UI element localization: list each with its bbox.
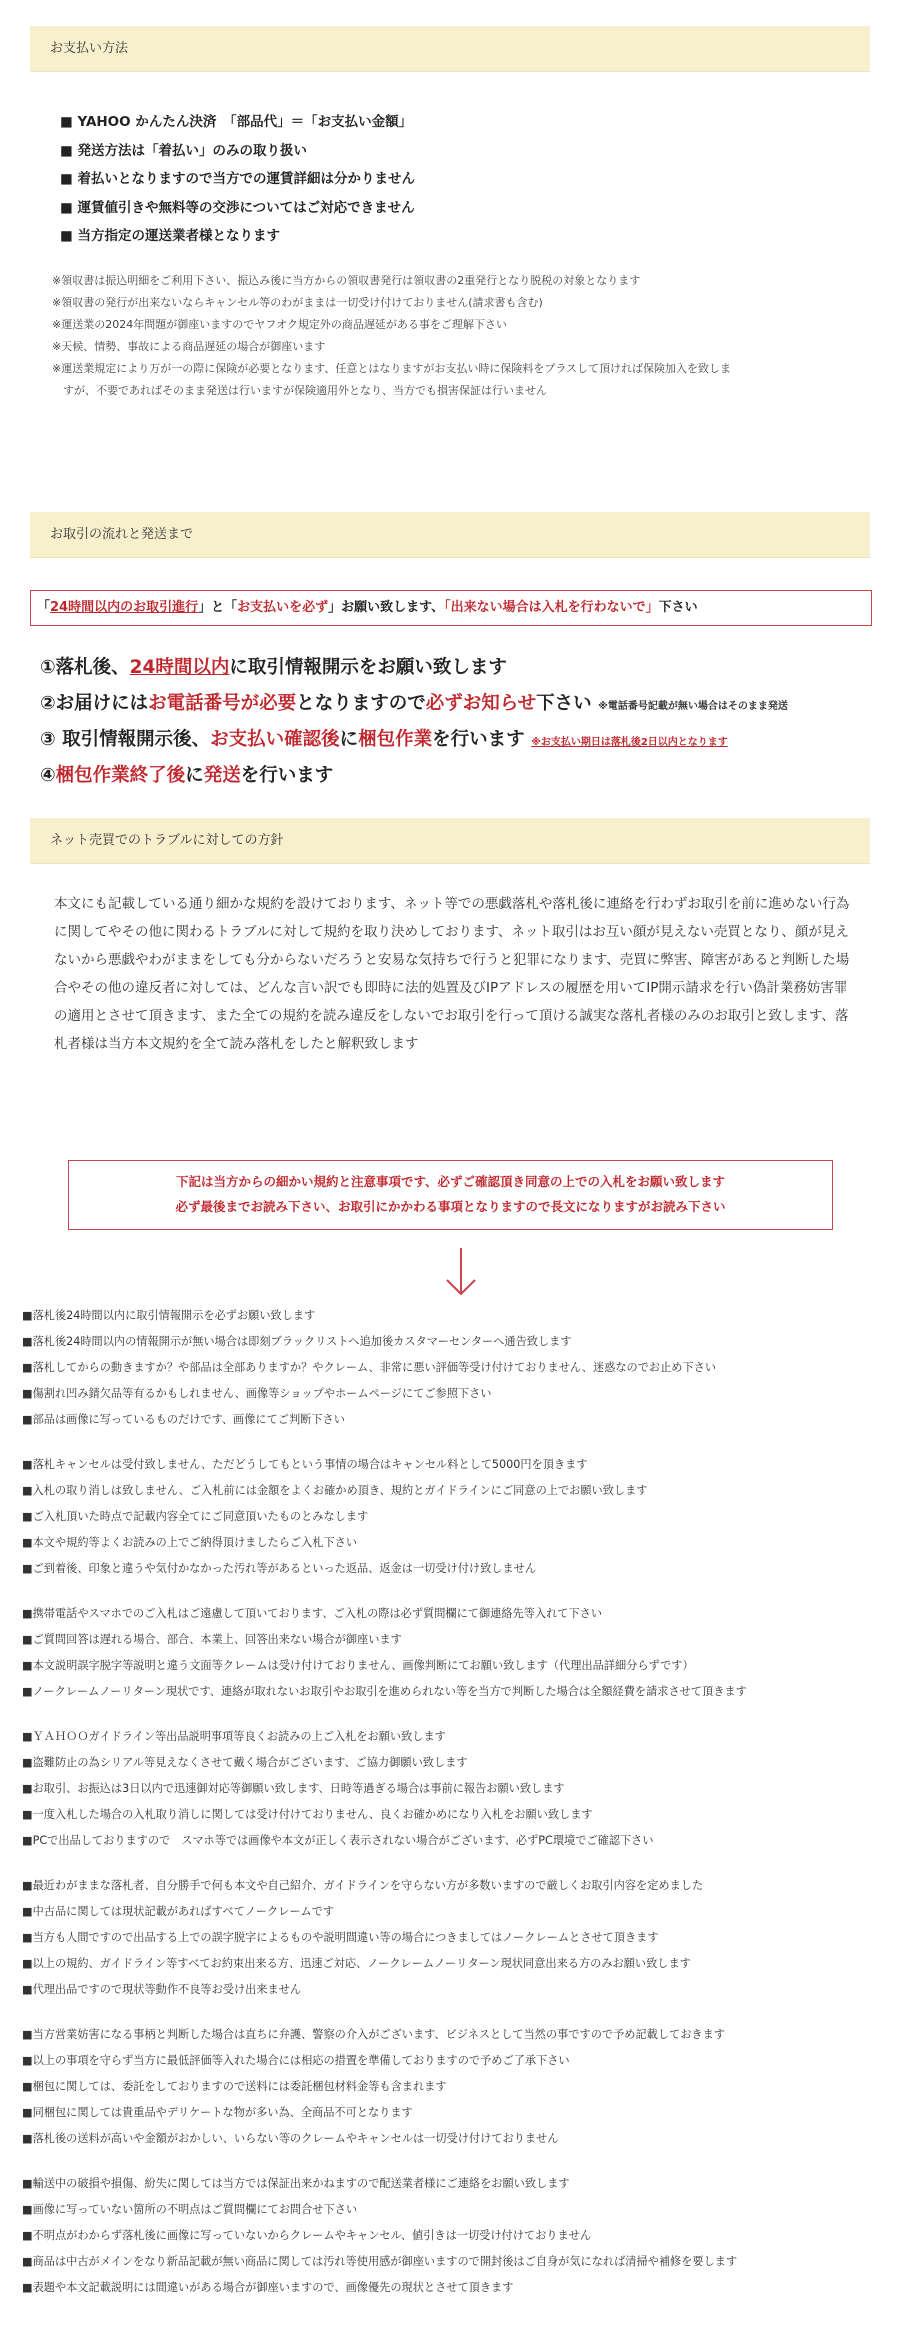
- rule-item: ■本文説明誤字脱字等説明と違う文面等クレームは受け付けておりません、画像判断にてお願い致します（代理出品詳細分らずです）: [22, 1659, 694, 1672]
- rule-item: ■本文や規約等よくお読みの上でご納得頂けましたらご入札下さい: [22, 1536, 358, 1549]
- down-arrow-icon: [444, 1246, 478, 1298]
- flow-notice-text: 」お願い致します、: [328, 600, 445, 615]
- step-text: 必ずお知らせ: [425, 693, 537, 714]
- step-note: ※電話番号記載が無い場合はそのまま発送: [598, 701, 788, 712]
- flow-notice-text: お支払いを必ず: [237, 600, 329, 615]
- step-text: に取引情報開示をお願い致します: [229, 657, 507, 678]
- rule-item: ■代理出品ですので現状等動作不良等お受け出来ません: [22, 1983, 302, 1996]
- rule-group: [22, 1601, 892, 1705]
- rule-item: ■梱包に関しては、委託をしておりますので送料には委託梱包材料金等も含まれます: [22, 2080, 447, 2093]
- flow-section-header: お取引の流れと発送まで: [30, 512, 870, 558]
- rule-group: [22, 1724, 892, 1854]
- step-text: に: [185, 765, 204, 786]
- payment-note: ※運送業規定により万が一の際に保険が必要となります、任意とはなりますがお支払い時に保険料をプラスして頂ければ保険加入を致しま: [52, 362, 732, 375]
- rule-item: ■ノークレームノーリターン現状です、連絡が取れないお取引やお取引を進められない等を当方で判断した場合は全額経費を請求させて頂きます: [22, 1685, 747, 1698]
- flow-notice-text: 「出来ない場合は入札を行わないで」: [444, 600, 659, 615]
- rule-item: ■傷割れ凹み錆欠品等有るかもしれません、画像等ショップやホームページにてご参照下さい: [22, 1387, 492, 1400]
- step-note: ※お支払い期日は落札後2日以内となります: [531, 737, 728, 748]
- rule-item: ■画像に写っていない箇所の不明点はご質問欄にてお問合せ下さい: [22, 2203, 358, 2216]
- payment-item: ■ 着払いとなりますので当方での運賃詳細は分かりません: [60, 171, 415, 187]
- payment-note: ※天候、情勢、事故による商品遅延の場合が御座います: [52, 340, 326, 353]
- payment-note: ※領収書の発行が出来ないならキャンセル等のわがままは一切受け付けておりません(請求書も含む): [52, 296, 543, 309]
- rule-item: ■中古品に関しては現状記載があればすべてノークレームです: [22, 1905, 335, 1918]
- payment-item: ■ 運賃値引きや無料等の交渉についてはご対応できません: [60, 199, 415, 216]
- payment-list: [60, 108, 415, 251]
- rule-item: ■落札後24時間以内に取引情報開示を必ずお願い致します: [22, 1309, 316, 1322]
- flow-notice-text: 」と「: [198, 600, 238, 615]
- step-text: を行います: [432, 729, 525, 750]
- flow-steps: [40, 650, 788, 794]
- rule-item: ■ご到着後、印象と違うや気付かなかった汚れ等があるといった返品、返金は一切受け付け致しません: [22, 1562, 537, 1575]
- rule-item: ■当方も人間ですので出品する上での誤字脱字によるものや説明間違い等の場合につきましてはノークレームとさせて頂きます: [22, 1931, 659, 1944]
- rule-item: ■当方営業妨害になる事柄と判断した場合は直ちに弁護、警察の介入がございます、ビジネスとして当然の事ですので予め記載しておきます: [22, 2028, 725, 2041]
- payment-note: すが、不要であればそのまま発送は行いますが保険適用外となり、当方でも損害保証は行いません: [52, 384, 547, 397]
- payment-notes: [52, 270, 872, 402]
- rule-group: [22, 1452, 892, 1582]
- rules-list: [22, 1303, 892, 2320]
- rule-item: ■不明点がわからず落札後に画像に写っていないからクレームやキャンセル、値引きは一切受け付けておりません: [22, 2229, 592, 2242]
- step-text: ③ 取引情報開示後、: [40, 729, 211, 750]
- payment-section-header: お支払い方法: [30, 26, 870, 72]
- trouble-policy-paragraph: 本文にも記載している通り細かな規約を設けております、ネット等での悪戯落札や落札後に連絡を行わずお取引を前に進めない行為に関してやその他に関わるトラブルに対して規約を取り決めしております、ネット取引はお互い顔が見えない売買となり、顔が見えないから悪戯やわがままをしても分からないだろうと安易な気持ちで行うと犯罪になります、売買に弊害、障害があると判断した場合やその他の違反者に対しては、どんな言い訳でも即時に法的処置及びIPアドレスの履歴を用いてIP開示請求を行い偽計業務妨害罪の適用とさせて頂きます、また全ての規約を読み違反をしないでお取引を行って頂ける誠実な落札者様のみのお取引と致します、落札者様は当方本文規約を全て読み落札をしたと解釈致します: [54, 896, 850, 1052]
- rule-group: [22, 1303, 892, 1433]
- step-text: 下さい: [536, 693, 592, 714]
- step-text: ②お届けには: [40, 693, 149, 714]
- flow-notice-box: [30, 590, 872, 626]
- rule-item: ■部品は画像に写っているものだけです、画像にてご判断下さい: [22, 1413, 345, 1426]
- payment-item: ■ 当方指定の運送業者様となります: [60, 228, 280, 244]
- rule-item: ■ご入札頂いた時点で記載内容全てにご同意頂いたものとみなします: [22, 1510, 369, 1523]
- step-text: 発送: [203, 765, 241, 786]
- rule-item: ■一度入札した場合の入札取り消しに関しては受け付けておりません、良くお確かめになり入札をお願い致します: [22, 1808, 593, 1821]
- flow-notice-text: 「: [37, 600, 51, 615]
- rule-item: ■落札してからの動きますか？や部品は全部ありますか？やクレーム、非常に悪い評価等受け付けておりません、迷惑なのでお止め下さい: [22, 1361, 717, 1374]
- step-1: [40, 650, 788, 686]
- step-4: [40, 758, 788, 794]
- rule-item: ■盗難防止の為シリアル等見えなくさせて戴く場合がございます、ご協力御願い致します: [22, 1756, 468, 1769]
- step-text: お支払い確認後: [210, 729, 340, 750]
- step-text: を行います: [240, 765, 334, 786]
- flow-notice-text: 下さい: [658, 600, 698, 615]
- step-3: [40, 722, 788, 758]
- rule-item: ■以上の事項を守らず当方に最低評価等入れた場合には相応の措置を準備しておりますので予めご了承下さい: [22, 2054, 570, 2067]
- step-text: ④: [40, 765, 56, 786]
- rule-item: ■ＹＡＨＯＯガイドライン等出品説明事項等良くお読みの上ご入札をお願い致します: [22, 1730, 446, 1743]
- warning-box: [68, 1160, 833, 1230]
- rule-item: ■落札後24時間以内の情報開示が無い場合は即刻ブラックリストへ追加後カスタマーセンターへ通告致します: [22, 1335, 572, 1348]
- rule-group: [22, 2171, 892, 2301]
- trouble-section-header: ネット売買でのトラブルに対しての方針: [30, 818, 870, 864]
- rule-item: ■商品は中古がメインをなり新品記載が無い商品に関しては汚れ等使用感が御座いますので開封後はご自身が気になれば清掃や補修を要します: [22, 2255, 738, 2268]
- rule-item: ■落札後の送料が高いや金額がおかしい、いらない等のクレームやキャンセルは一切受け付けておりません: [22, 2132, 559, 2145]
- payment-note: ※運送業の2024年問題が御座いますのでヤフオク規定外の商品遅延がある事をご理解下さい: [52, 318, 507, 331]
- rule-item: ■同梱包に関しては貴重品やデリケートな物が多い為、全商品不可となります: [22, 2106, 413, 2119]
- rule-item: ■以上の規約、ガイドライン等すべてお約束出来る方、迅速ご対応、ノークレームノーリターン現状同意出来る方のみお願い致します: [22, 1957, 691, 1970]
- step-text: 梱包作業: [358, 729, 433, 750]
- step-text: となりますので: [296, 693, 426, 714]
- rule-item: ■ご質問回答は遅れる場合、部合、本業上、回答出来ない場合が御座います: [22, 1633, 402, 1646]
- rule-item: ■輸送中の破損や損傷、紛失に関しては当方では保証出来かねますので配送業者様にご連絡をお願い致します: [22, 2177, 570, 2190]
- rule-item: ■PCで出品しておりますので スマホ等では画像や本文が正しく表示されない場合がございます、必ずPC環境でご確認下さい: [22, 1834, 654, 1847]
- step-2: [40, 686, 788, 722]
- rule-item: ■入札の取り消しは致しません、ご入札前には金額をよくお確かめ頂き、規約とガイドラインにご同意の上でお願い致します: [22, 1484, 648, 1497]
- warning-line: 下記は当方からの細かい規約と注意事項です、必ずご確認頂き同意の上での入札をお願い致します: [175, 1174, 725, 1189]
- step-text: 梱包作業終了後: [55, 765, 186, 786]
- rule-group: [22, 1873, 892, 2003]
- rule-item: ■お取引、お振込は3日以内で迅速御対応等御願い致します、日時等過ぎる場合は事前に報告お願い致します: [22, 1782, 565, 1795]
- payment-item: ■ YAHOO かんたん決済 「部品代」＝「お支払い金額」: [60, 114, 413, 130]
- step-text: ①落札後、: [40, 657, 130, 678]
- rule-item: ■最近わがままな落札者、自分勝手で何も本文や自己紹介、ガイドラインを守らない方が多数いますので厳しくお取引内容を定めました: [22, 1879, 704, 1892]
- step-text: 24時間以内: [129, 657, 230, 678]
- payment-note: ※領収書は振込明細をご利用下さい、振込み後に当方からの領収書発行は領収書の2重発行となり脱税の対象となります: [52, 274, 641, 287]
- flow-notice-text: 24時間以内のお取引進行: [50, 600, 199, 615]
- rule-group: [22, 2022, 892, 2152]
- step-text: お電話番号が必要: [148, 693, 297, 714]
- warning-line: 必ず最後までお読み下さい、お取引にかかわる事項となりますので長文になりますがお読み下さい: [175, 1199, 726, 1214]
- rule-item: ■表題や本文記載説明には間違いがある場合が御座いますので、画像優先の現状とさせて頂きます: [22, 2281, 514, 2294]
- payment-item: ■ 発送方法は「着払い」のみの取り扱い: [60, 142, 307, 159]
- rule-item: ■落札キャンセルは受付致しません、ただどうしてもという事情の場合はキャンセル料として5000円を頂きます: [22, 1458, 588, 1471]
- rule-item: ■携帯電話やスマホでのご入札はご遠慮して頂いております、ご入札の際は必ず質問欄にて御連絡先等入れて下さい: [22, 1607, 603, 1620]
- step-text: に: [339, 729, 359, 750]
